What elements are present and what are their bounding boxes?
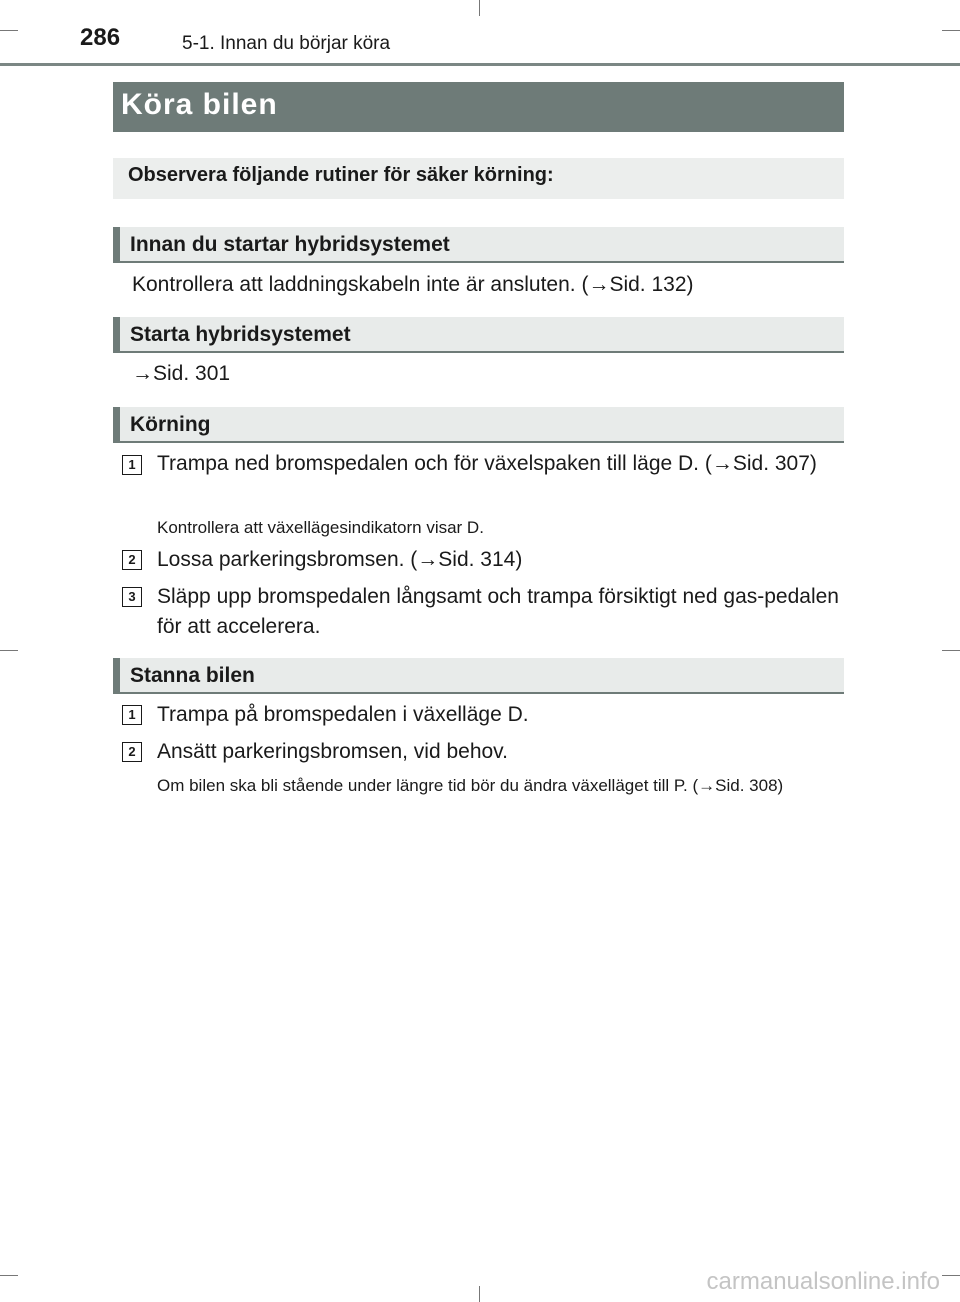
crop-mark xyxy=(0,1275,18,1276)
step-note: Om bilen ska bli stående under längre tid bör du ändra växelläget till P. (→Sid. 308) xyxy=(157,776,784,795)
header-rule xyxy=(0,63,960,66)
section-heading-driving: Körning xyxy=(113,407,844,443)
section-heading-start-system: Starta hybridsystemet xyxy=(113,317,844,353)
intro-box: Observera följande rutiner för säker körning: xyxy=(113,158,844,199)
step-text: Lossa parkeringsbromsen. (→Sid. 314) xyxy=(157,548,523,571)
section-heading-before-start: Innan du startar hybridsystemet xyxy=(113,227,844,263)
page-reference-link[interactable]: →Sid. 301 xyxy=(132,362,231,385)
step-number-badge: 2 xyxy=(122,550,142,570)
step-text: Ansätt parkeringsbromsen, vid behov. xyxy=(157,740,508,763)
step-number-badge: 1 xyxy=(122,455,142,475)
section-heading-stop-car: Stanna bilen xyxy=(113,658,844,694)
step-text: Trampa ned bromspedalen och för växelspaken till läge D. (→Sid. 307) xyxy=(157,452,817,475)
step-number-badge: 2 xyxy=(122,742,142,762)
crop-mark xyxy=(479,1286,480,1302)
step-text: Släpp upp bromspedalen långsamt och trampa försiktigt ned gas-pedalen för att accelerera. xyxy=(157,585,839,638)
section-text-before-start: Kontrollera att laddningskabeln inte är ansluten. (→Sid. 132) xyxy=(132,273,694,296)
step-text: Trampa på bromspedalen i växelläge D. xyxy=(157,703,529,726)
chapter-title: 5-1. Innan du börjar köra xyxy=(182,33,391,54)
watermark: carmanualsonline.info xyxy=(706,1268,940,1295)
step-number-badge: 3 xyxy=(122,587,142,607)
crop-mark xyxy=(942,1275,960,1276)
page-title: Köra bilen xyxy=(113,82,844,132)
crop-mark xyxy=(0,650,18,651)
crop-mark xyxy=(942,650,960,651)
page-number: 286 xyxy=(80,24,121,51)
step-note: Kontrollera att växellägesindikatorn visar D. xyxy=(157,518,484,537)
step-number-badge: 1 xyxy=(122,705,142,725)
page-header xyxy=(0,0,960,66)
